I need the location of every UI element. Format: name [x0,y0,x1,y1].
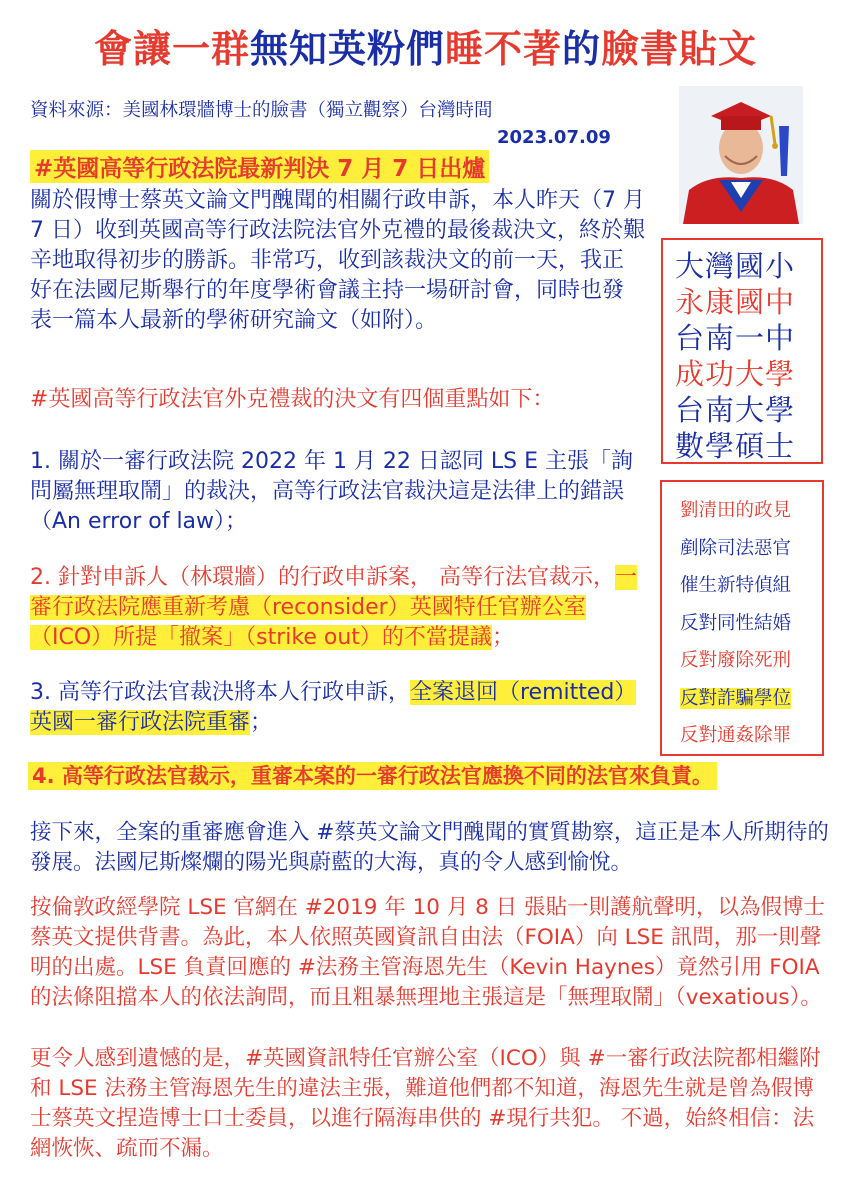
next-paragraph: 接下來，全案的重審應會進入 #蔡英文論文門醜聞的實質勘察，這正是本人所期待的發展。法國尼斯燦爛的陽光與蔚藍的大海，真的令人感到愉悅。 [30,820,829,875]
page-title [0,18,851,73]
credential-item: 成功大學 [675,357,796,391]
intro-paragraph: 關於假博士蔡英文論文門醜聞的相關行政申訴，本人昨天（7 月 7 日）收到英國高等行政法院法官外克禮的最後裁決文，終於艱辛地取得初步的勝訴。非常巧，收到該裁決文的前一天，我正好在法國尼斯舉行的年度學術會議主持一場研討會，同時也發表一篇本人最新的學術研究論文（如附）。 [30,188,645,333]
view-item: 反對廢除死刑 [680,650,792,671]
view-item: 反對同性結婚 [680,612,792,634]
view-item: 劉清田的政見 [680,500,792,521]
title-part-5: 臉書貼文 [601,27,758,71]
view-item-highlight: 反對詐騙學位 [680,687,792,709]
source-line: 資料來源：美國林環牆博士的臉書（獨立觀察）台灣時間 [30,100,493,121]
point-1: 1. 關於一審行政法院 2022 年 1 月 22 日認同 LS E 主張「詢問屬無理取鬧」的裁決，高等行政法官裁決這是法律上的錯誤（An error of law）； [30,449,634,534]
portrait-image [679,86,803,224]
point-2-highlight: 一審行政法院應重新考慮（reconsider）英國特任官辦公室（ICO）所提「撤案」（strike out）的不當提議 [30,565,637,650]
point-4: 4. 高等行政法官裁示，重審本案的一審行政法官應換不同的法官來負責。 [28,762,717,790]
view-item: 剷除司法惡官 [680,537,792,559]
point-3 [30,678,645,738]
point-2-tail: ； [491,625,514,650]
point-2-lead: 2. 針對申訴人（林環牆）的行政申訴案， 高等行法官裁示， [30,565,615,590]
credentials-box [661,238,823,464]
credential-item: 數學碩士 [675,429,796,463]
point-3-lead: 3. 高等行政法官裁決將本人行政申訴， [30,680,410,705]
hashtag-heading: #英國高等行政法院最新判決 7 月 7 日出爐 [30,150,489,183]
post-date: 2023.07.09 [497,127,611,148]
view-item: 催生新特偵組 [680,575,792,596]
author-photo [679,86,803,224]
points-heading: #英國高等行政法官外克禮裁的決文有四個重點如下： [30,387,555,412]
regret-paragraph: 更令人感到遺憾的是，#英國資訊特任官辦公室（ICO）與 #一審行政法院都相繼附和 LSE 法務主管海恩先生的違法主張，難道他們都不知道，海恩先生就是曾為假博士蔡英文捏造博士口士委員，以進行隔海串供的 #現行共犯。 不過，始終相信：法網恢恢、疏而不漏。 [30,1046,821,1161]
political-views-box [660,480,824,756]
point-2 [30,563,645,653]
title-part-3: 睡不著 [444,27,562,71]
credential-item: 台南一中 [675,321,796,355]
lse-paragraph: 按倫敦政經學院 LSE 官網在 #2019 年 10 月 8 日 張貼一則護航聲明，以為假博士蔡英文提供背書。為此，本人依照英國資訊自由法（FOIA）向 LSE 訊問，那一則聲明的出處。LSE 負責回應的 #法務主管海恩先生（Kevin Haynes）竟然引用 FOIA 的法條阻擋本人的依法詢問，而且粗暴無理地主張這是「無理取鬧」（vexatious）。 [30,895,825,1010]
point-3-tail: ； [250,710,273,735]
title-part-4: 的 [562,27,602,71]
credential-item: 大灣國小 [675,249,796,283]
view-item [680,680,822,718]
credential-item: 永康國中 [675,285,796,319]
title-part-1: 會讓一群 [93,27,250,71]
title-part-2: 無知英粉們 [249,27,445,71]
point-3-highlight: 全案退回（remitted）英國一審行政法院重審 [30,680,637,735]
credential-item: 台南大學 [675,393,796,427]
view-item: 反對通姦除罪 [680,725,792,746]
